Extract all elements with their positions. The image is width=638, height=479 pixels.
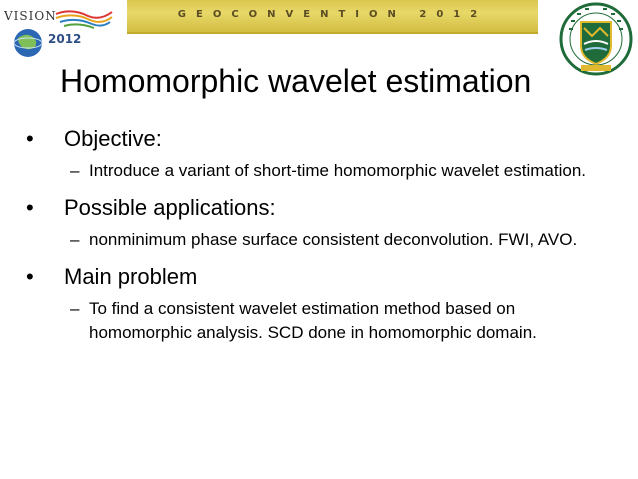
bullet-icon: • [26, 195, 34, 220]
svg-text:VISION: VISION [4, 9, 57, 23]
sub-bullet-main-problem [26, 297, 589, 345]
bullet-main-problem [26, 262, 626, 291]
sub-bullet-text: To find a consistent wavelet estimation method based on homomorphic analysis. SCD done in homomorphic domain. [89, 299, 537, 342]
dash-icon: – [70, 299, 80, 318]
svg-text:2012: 2012 [48, 32, 82, 46]
dash-icon: – [70, 161, 80, 180]
geoconvention-banner [127, 0, 538, 34]
sub-bullet-objective [26, 159, 589, 183]
vision-2012-logo [2, 6, 114, 60]
banner-text: GEOCONVENTION 2012 [177, 9, 488, 20]
bullet-icon: • [26, 126, 34, 151]
bullet-icon: • [26, 264, 34, 289]
slide-title: Homomorphic wavelet estimation [60, 63, 532, 99]
sub-bullet-text: Introduce a variant of short-time homomorphic wavelet estimation. [89, 161, 587, 180]
bullet-text: Objective: [64, 126, 162, 151]
sub-bullet-text: nonminimum phase surface consistent deconvolution. FWI, AVO. [89, 230, 578, 249]
dash-icon: – [70, 230, 80, 249]
bullet-objective [26, 124, 626, 153]
bullet-applications [26, 193, 626, 222]
university-crest-icon [557, 2, 635, 76]
bullet-text: Possible applications: [64, 195, 276, 220]
bullet-list [26, 118, 626, 355]
bullet-text: Main problem [64, 264, 198, 289]
sub-bullet-applications [26, 228, 589, 252]
